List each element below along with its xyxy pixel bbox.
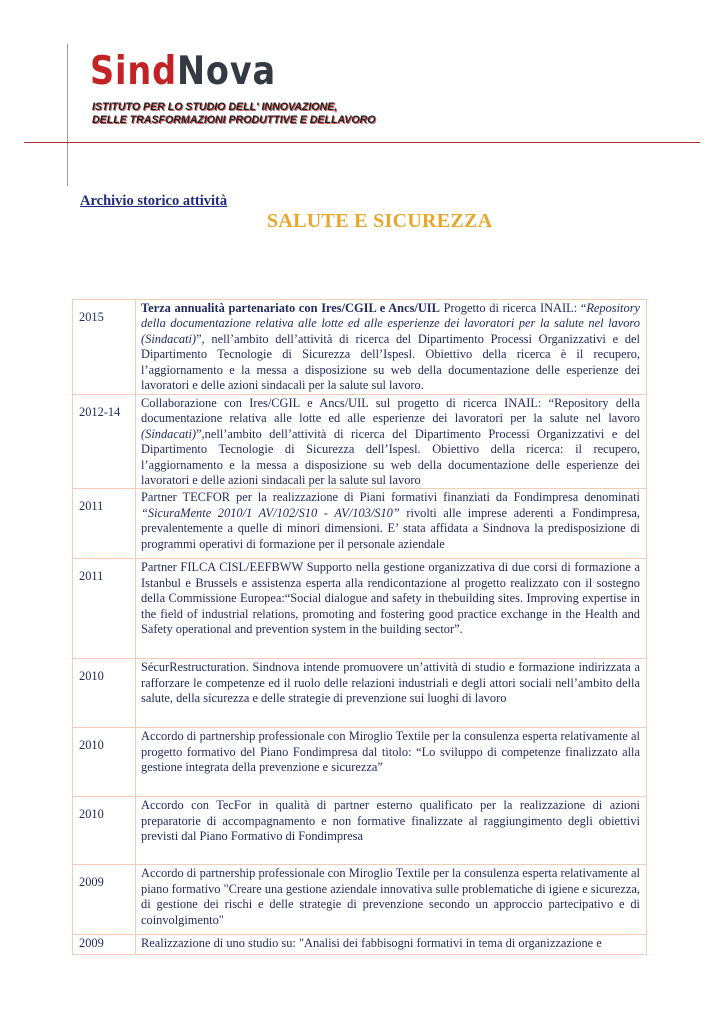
- sindnova-logo: [90, 49, 277, 94]
- header-horizontal-rule: [24, 142, 700, 143]
- row-description: Accordo di partnership professionale con Miroglio Textile per la consulenza esperta relativamente al progetto formativo del Piano Fondimpresa dal titolo: “Lo sviluppo di competenze finalizzato alla gestione integrata della prevenzione e sicurezza”: [136, 728, 647, 797]
- institute-tagline: [92, 101, 375, 127]
- page-title: SALUTE E SICUREZZA: [267, 210, 493, 232]
- row-description: SécurRestructuration. Sindnova intende promuovere un’attività di studio e formazione indirizzata a rafforzare le competenze ed il ruolo delle relazioni industriali e degli attori sociali nell’ambito della salute, della sicurezza e delle strategie di prevenzione sui luoghi di lavoro: [136, 659, 647, 728]
- row-description: Accordo di partnership professionale con Miroglio Textile per la consulenza esperta relativamente al piano formativo "Creare una gestione aziendale innovativa sulle problematiche di igiene e sicurezza, di gestione dei rischi e delle strategie di prevenzione secondo un approccio partecipativo e di coinvolgimento": [136, 865, 647, 935]
- table-row: [73, 935, 647, 955]
- row-bold-title: Terza annualità partenariato con Ires/CGIL e Ancs/UIL: [141, 301, 440, 315]
- row-year: 2010: [73, 659, 136, 728]
- row-text: ”,nell’ambito dell’attività di ricerca del Dipartimento Processi Organizzativi e del Dipartimento Tecnologie di Sicurezza dell’Ispesl. Obiettivo della ricerca: il recupero, l’aggiornamento e la messa a disposizione su web della documentazione delle esperienze dei lavoratori e delle azioni sindacali per la salute sul lavoro: [141, 426, 640, 488]
- row-text: rivolti alle imprese aderenti a Fondimpresa, prevalentemente a quelle di minori dimensioni. E’ stata affidata a Sindnova la predisposizione di programmi operativi di formazione per il personale aziendale: [141, 505, 640, 551]
- table-row: [73, 395, 647, 489]
- row-description: Partner FILCA CISL/EEFBWW Supporto nella gestione organizzativa di due corsi di formazione a Istanbul e Brussels e assistenza esperta alla rendicontazione al progetto realizzato con il sostegno della Commissione Europea:“Social dialogue and safety in thebuilding sites. Improving expertise in the field of industrial relations, promoting and fostering good practice exchange in the Health and Safety operational and prevention system in the building sector”.: [136, 559, 647, 659]
- row-description: Accordo con TecFor in qualità di partner esterno qualificato per la realizzazione di azioni preparatorie di accompagnamento e non formative finalizzate al raggiungimento degli obiettivi previsti dal Piano Formativo di Fondimpresa: [136, 797, 647, 865]
- row-description: [136, 300, 647, 395]
- row-year: 2009: [73, 865, 136, 935]
- row-year: 2012-14: [73, 395, 136, 489]
- row-year: 2010: [73, 797, 136, 865]
- row-text: Partner TECFOR per la realizzazione di Piani formativi finanziati da Fondimpresa denominati: [141, 490, 640, 505]
- table-row: [73, 559, 647, 659]
- row-italic-text: Repository della documentazione relativa alle lotte ed alle esperienze dei lavoratori per la salute nel lavoro (Sindacati): [141, 301, 641, 346]
- row-description: [136, 489, 647, 559]
- row-year: 2015: [73, 300, 136, 395]
- row-description: Realizzazione di uno studio su: "Analisi dei fabbisogni formativi in tema di organizzazione e: [136, 935, 647, 955]
- row-italic-text: (Sindacati): [141, 426, 197, 441]
- table-row: [73, 300, 647, 395]
- row-description: [136, 395, 647, 489]
- tagline-line-2: DELLE TRASFORMAZIONI PRODUTTIVE E DELLAVORO: [92, 114, 376, 126]
- table-row: [73, 659, 647, 728]
- archive-link[interactable]: Archivio storico attività: [80, 193, 228, 209]
- row-italic-text: “SicuraMente 2010/1 AV/102/S10 - AV/103/S10”: [141, 505, 400, 520]
- table-row: [73, 489, 647, 559]
- activities-table: [72, 299, 647, 955]
- row-year: 2011: [73, 559, 136, 659]
- row-text: Progetto di ricerca INAIL: “: [439, 301, 587, 315]
- row-year: 2009: [73, 935, 136, 955]
- header-vertical-rule: [67, 44, 68, 186]
- row-year: 2010: [73, 728, 136, 797]
- logo-sind-text: Sind: [90, 49, 177, 94]
- row-text: ”, nell’ambito dell’attività di ricerca del Dipartimento Processi Organizzativi e del Dipartimento Tecnologie di Sicurezza dell’Ispesl. Obiettivo della ricerca è il recupero, l’aggiornamento e la messa a disposizione su web della documentazione delle esperienze dei lavoratori e delle azioni sindacali per la salute sul lavoro.: [141, 331, 640, 393]
- table-row: [73, 728, 647, 797]
- row-text: Collaborazione con Ires/CGIL e Ancs/UIL sul progetto di ricerca INAIL: “Repository della documentazione relativa alle lotte ed alle esperienze dei lavoratori per la salute nel lavoro: [141, 396, 640, 426]
- table-row: [73, 797, 647, 865]
- logo-nova-text: Nova: [176, 49, 277, 94]
- table-row: [73, 865, 647, 935]
- row-year: 2011: [73, 489, 136, 559]
- tagline-line-1: ISTITUTO PER LO STUDIO DELL' INNOVAZIONE,: [92, 101, 338, 113]
